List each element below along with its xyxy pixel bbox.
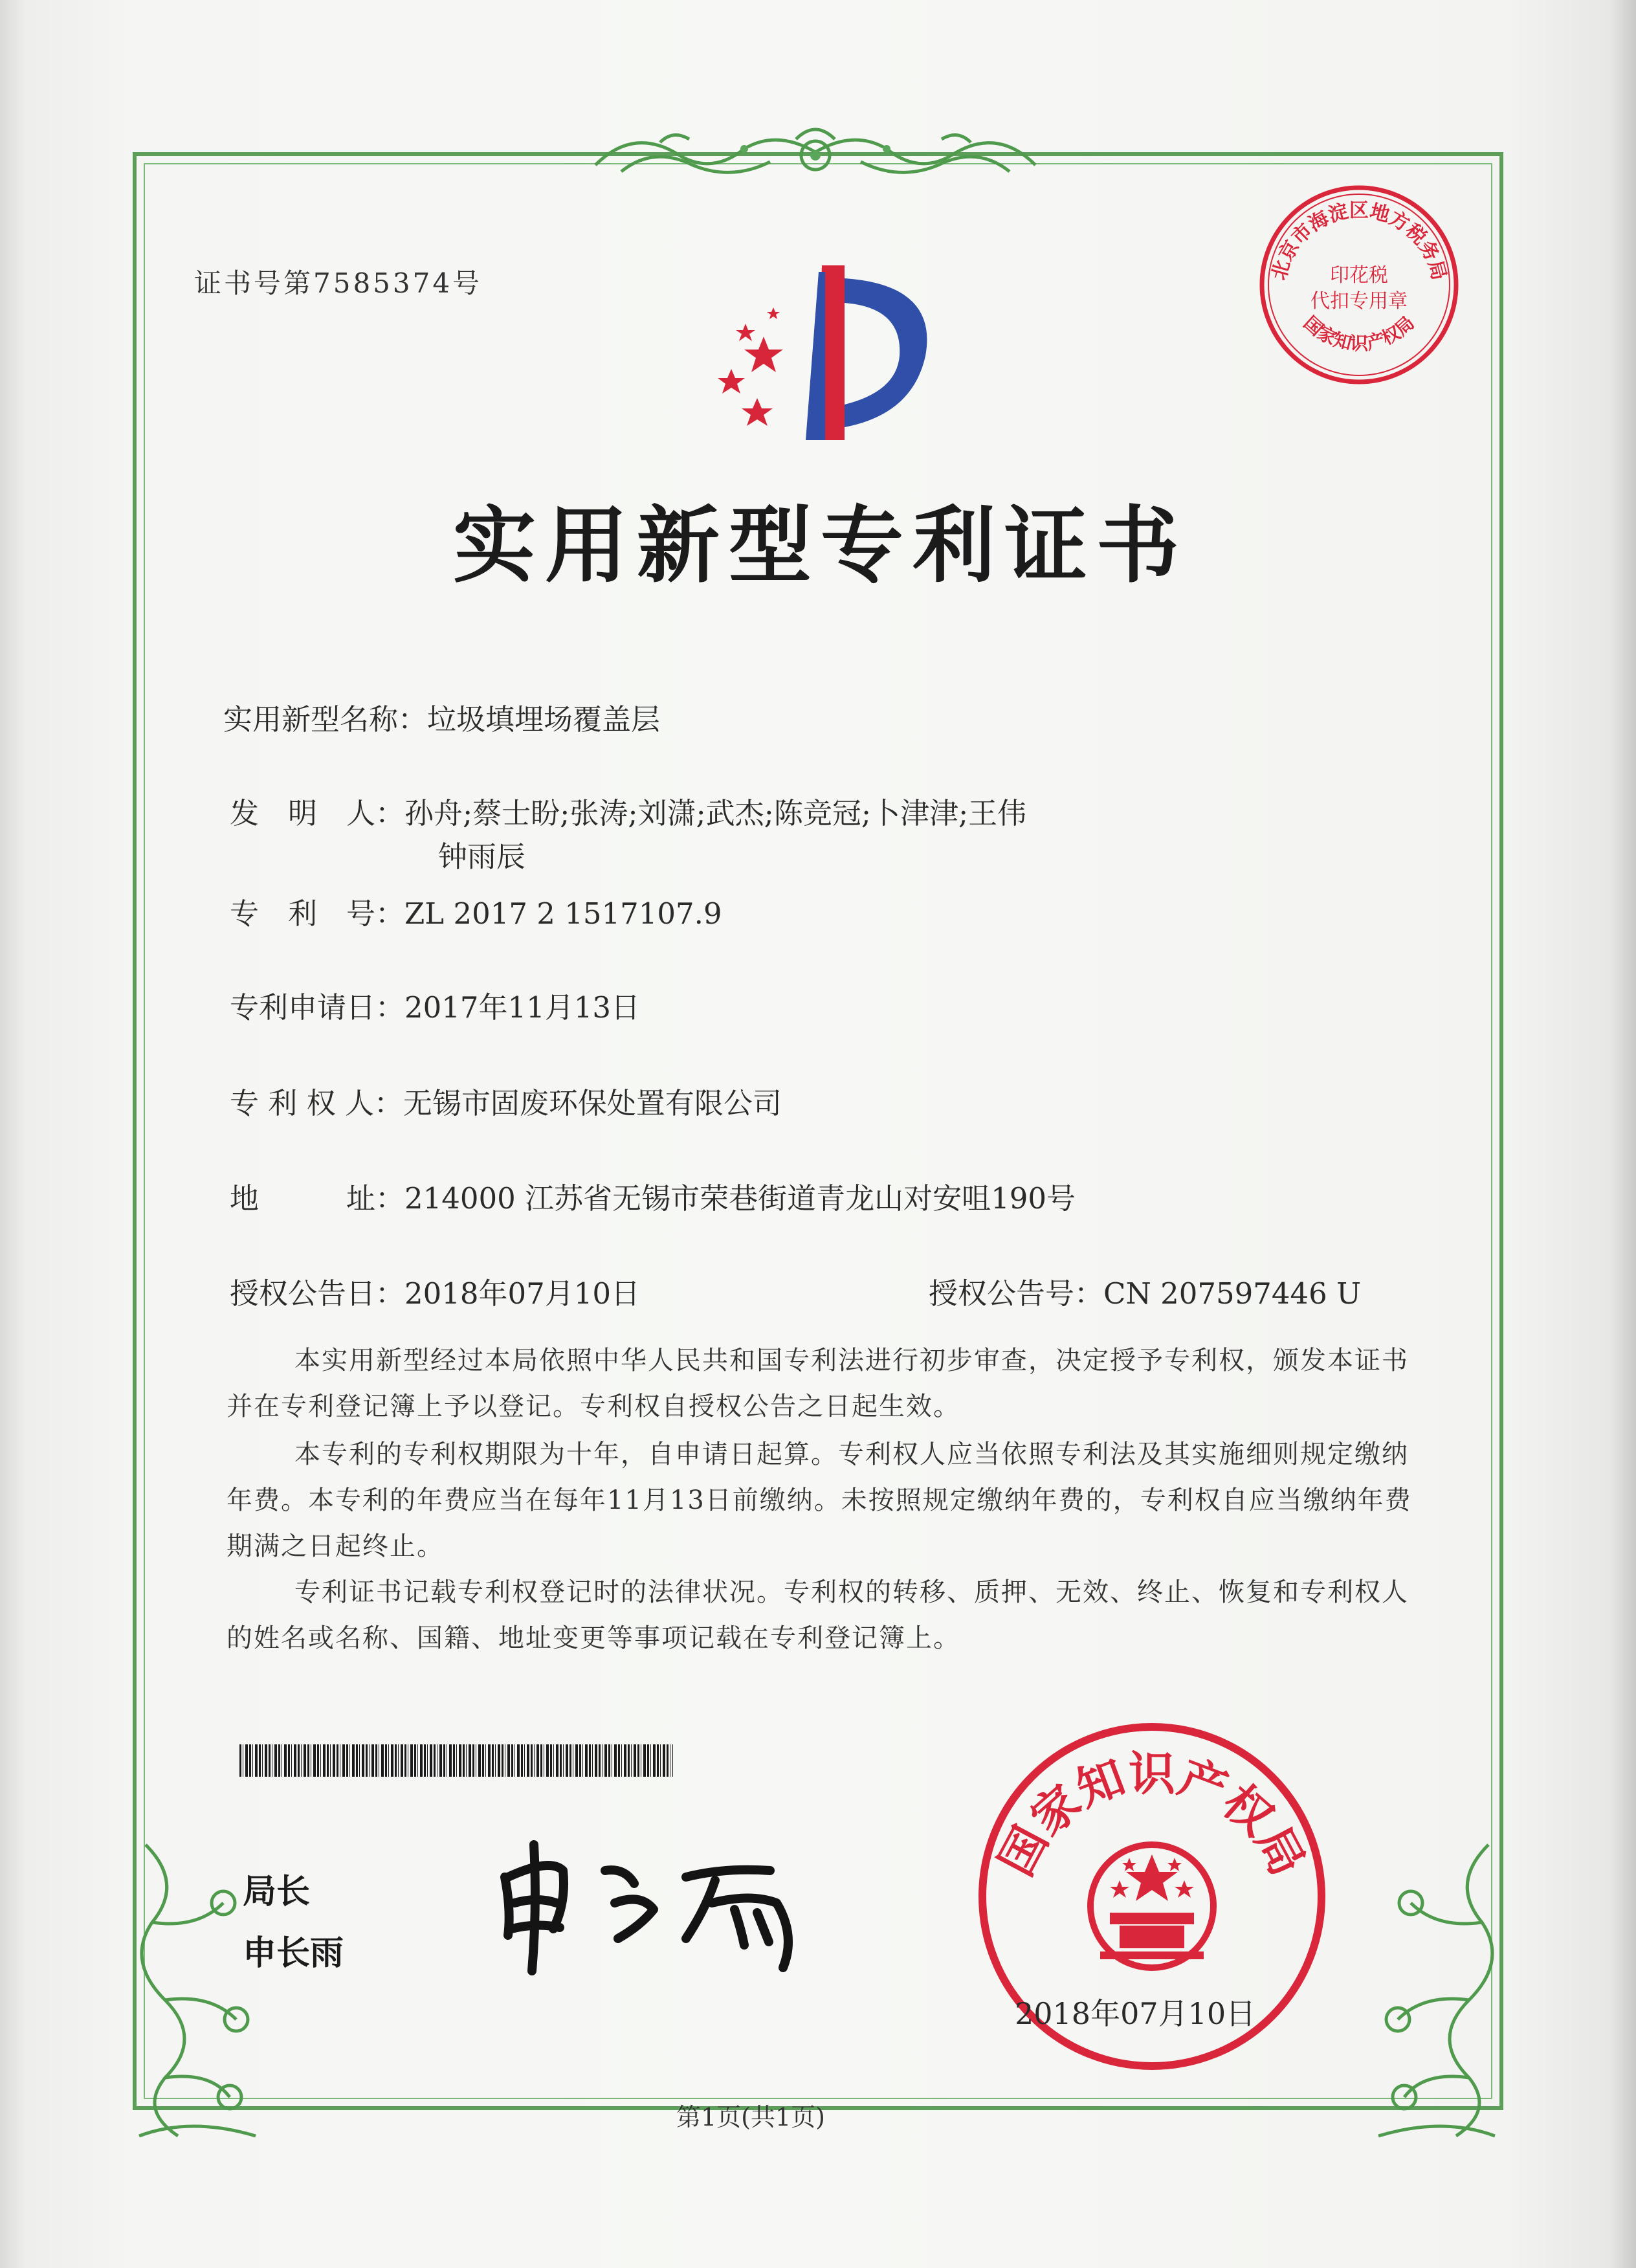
field-label: 专 利 号：	[230, 896, 405, 931]
field-label: 地 址：	[230, 1181, 405, 1216]
field-label: 发 明 人：	[230, 796, 405, 830]
tax-stamp-icon	[1252, 178, 1466, 392]
field-label: 授权公告日：	[230, 1276, 405, 1311]
tax-stamp-line2: 代扣专用章	[1310, 290, 1408, 313]
svg-text:国家知识产权局	[1299, 312, 1419, 354]
field-label: 专 利 权 人：	[230, 1086, 403, 1120]
tax-stamp-line1: 印花税	[1330, 264, 1388, 287]
barcode	[239, 1744, 673, 1777]
director-name: 申长雨	[243, 1934, 344, 1973]
field-label: 授权公告号：	[929, 1276, 1104, 1311]
field-utility-model-name	[223, 696, 660, 738]
national-emblem-icon	[1090, 1845, 1213, 1968]
field-value: 垃圾填埋场覆盖层	[427, 702, 661, 737]
notice-paragraph-2: 本专利的专利权期限为十年，自申请日起算。专利权人应当依照专利法及其实施细则规定缴纳年费。本专利的年费应当在每年11月13日前缴纳。未按照规定缴纳年费的，专利权自应当缴纳年费期满之日起终止。	[227, 1440, 1412, 1561]
field-patentee	[230, 1080, 782, 1122]
top-ornament-icon	[582, 120, 1048, 191]
official-seal-text: 国家知识产权局	[988, 1746, 1316, 1885]
certificate-title: 实用新型专利证书	[453, 497, 1189, 594]
field-inventors-continued: 钟雨辰	[438, 839, 526, 874]
field-value: 214000 江苏省无锡市荣巷街道青龙山对安咀190号	[404, 1181, 1076, 1216]
notice-paragraph-1: 本实用新型经过本局依照中华人民共和国专利法进行初步审查，决定授予专利权，颁发本证书并在专利登记簿上予以登记。专利权自授权公告之日起生效。	[227, 1346, 1409, 1421]
bottom-right-ornament-icon	[1359, 1832, 1508, 2149]
field-patent-number	[230, 890, 722, 932]
scan-edge-left	[0, 0, 26, 2268]
scan-edge-right	[1610, 0, 1636, 2268]
field-announcement-number	[929, 1270, 1361, 1312]
field-address	[230, 1175, 1076, 1217]
handwritten-signature-icon	[492, 1832, 854, 1981]
tax-stamp-ring-text: 北京市海淀区地方税务局	[1268, 199, 1450, 283]
field-value: 无锡市固废环保处置有限公司	[403, 1086, 782, 1120]
patent-office-logo-icon	[692, 259, 938, 447]
director-title: 局长	[243, 1873, 311, 1911]
notice-paragraph-3: 专利证书记载专利权登记时的法律状况。专利权的转移、质押、无效、终止、恢复和专利权人的姓名或名称、国籍、地址变更等事项记载在专利登记簿上。	[227, 1577, 1409, 1653]
field-inventors	[230, 790, 1026, 832]
certificate-number: 证书号第7585374号	[194, 267, 483, 299]
field-value: 2018年07月10日	[404, 1276, 641, 1311]
field-grant-date	[230, 1270, 640, 1312]
field-value: CN 207597446 U	[1103, 1276, 1362, 1311]
field-value: ZL 2017 2 1517107.9	[404, 896, 722, 931]
field-label: 专利申请日：	[230, 990, 405, 1025]
field-value: 孙舟;蔡士盼;张涛;刘潇;武杰;陈竞冠;卜津津;王伟	[404, 796, 1027, 830]
field-value: 2017年11月13日	[404, 990, 641, 1025]
field-label: 实用新型名称：	[223, 702, 428, 737]
official-seal-date: 2018年07月10日	[1015, 1996, 1256, 2031]
tax-stamp-bottom-text: 国家知识产权局	[1299, 312, 1419, 355]
page-footer: 第1页(共1页)	[676, 2103, 826, 2131]
field-application-date	[230, 984, 640, 1026]
